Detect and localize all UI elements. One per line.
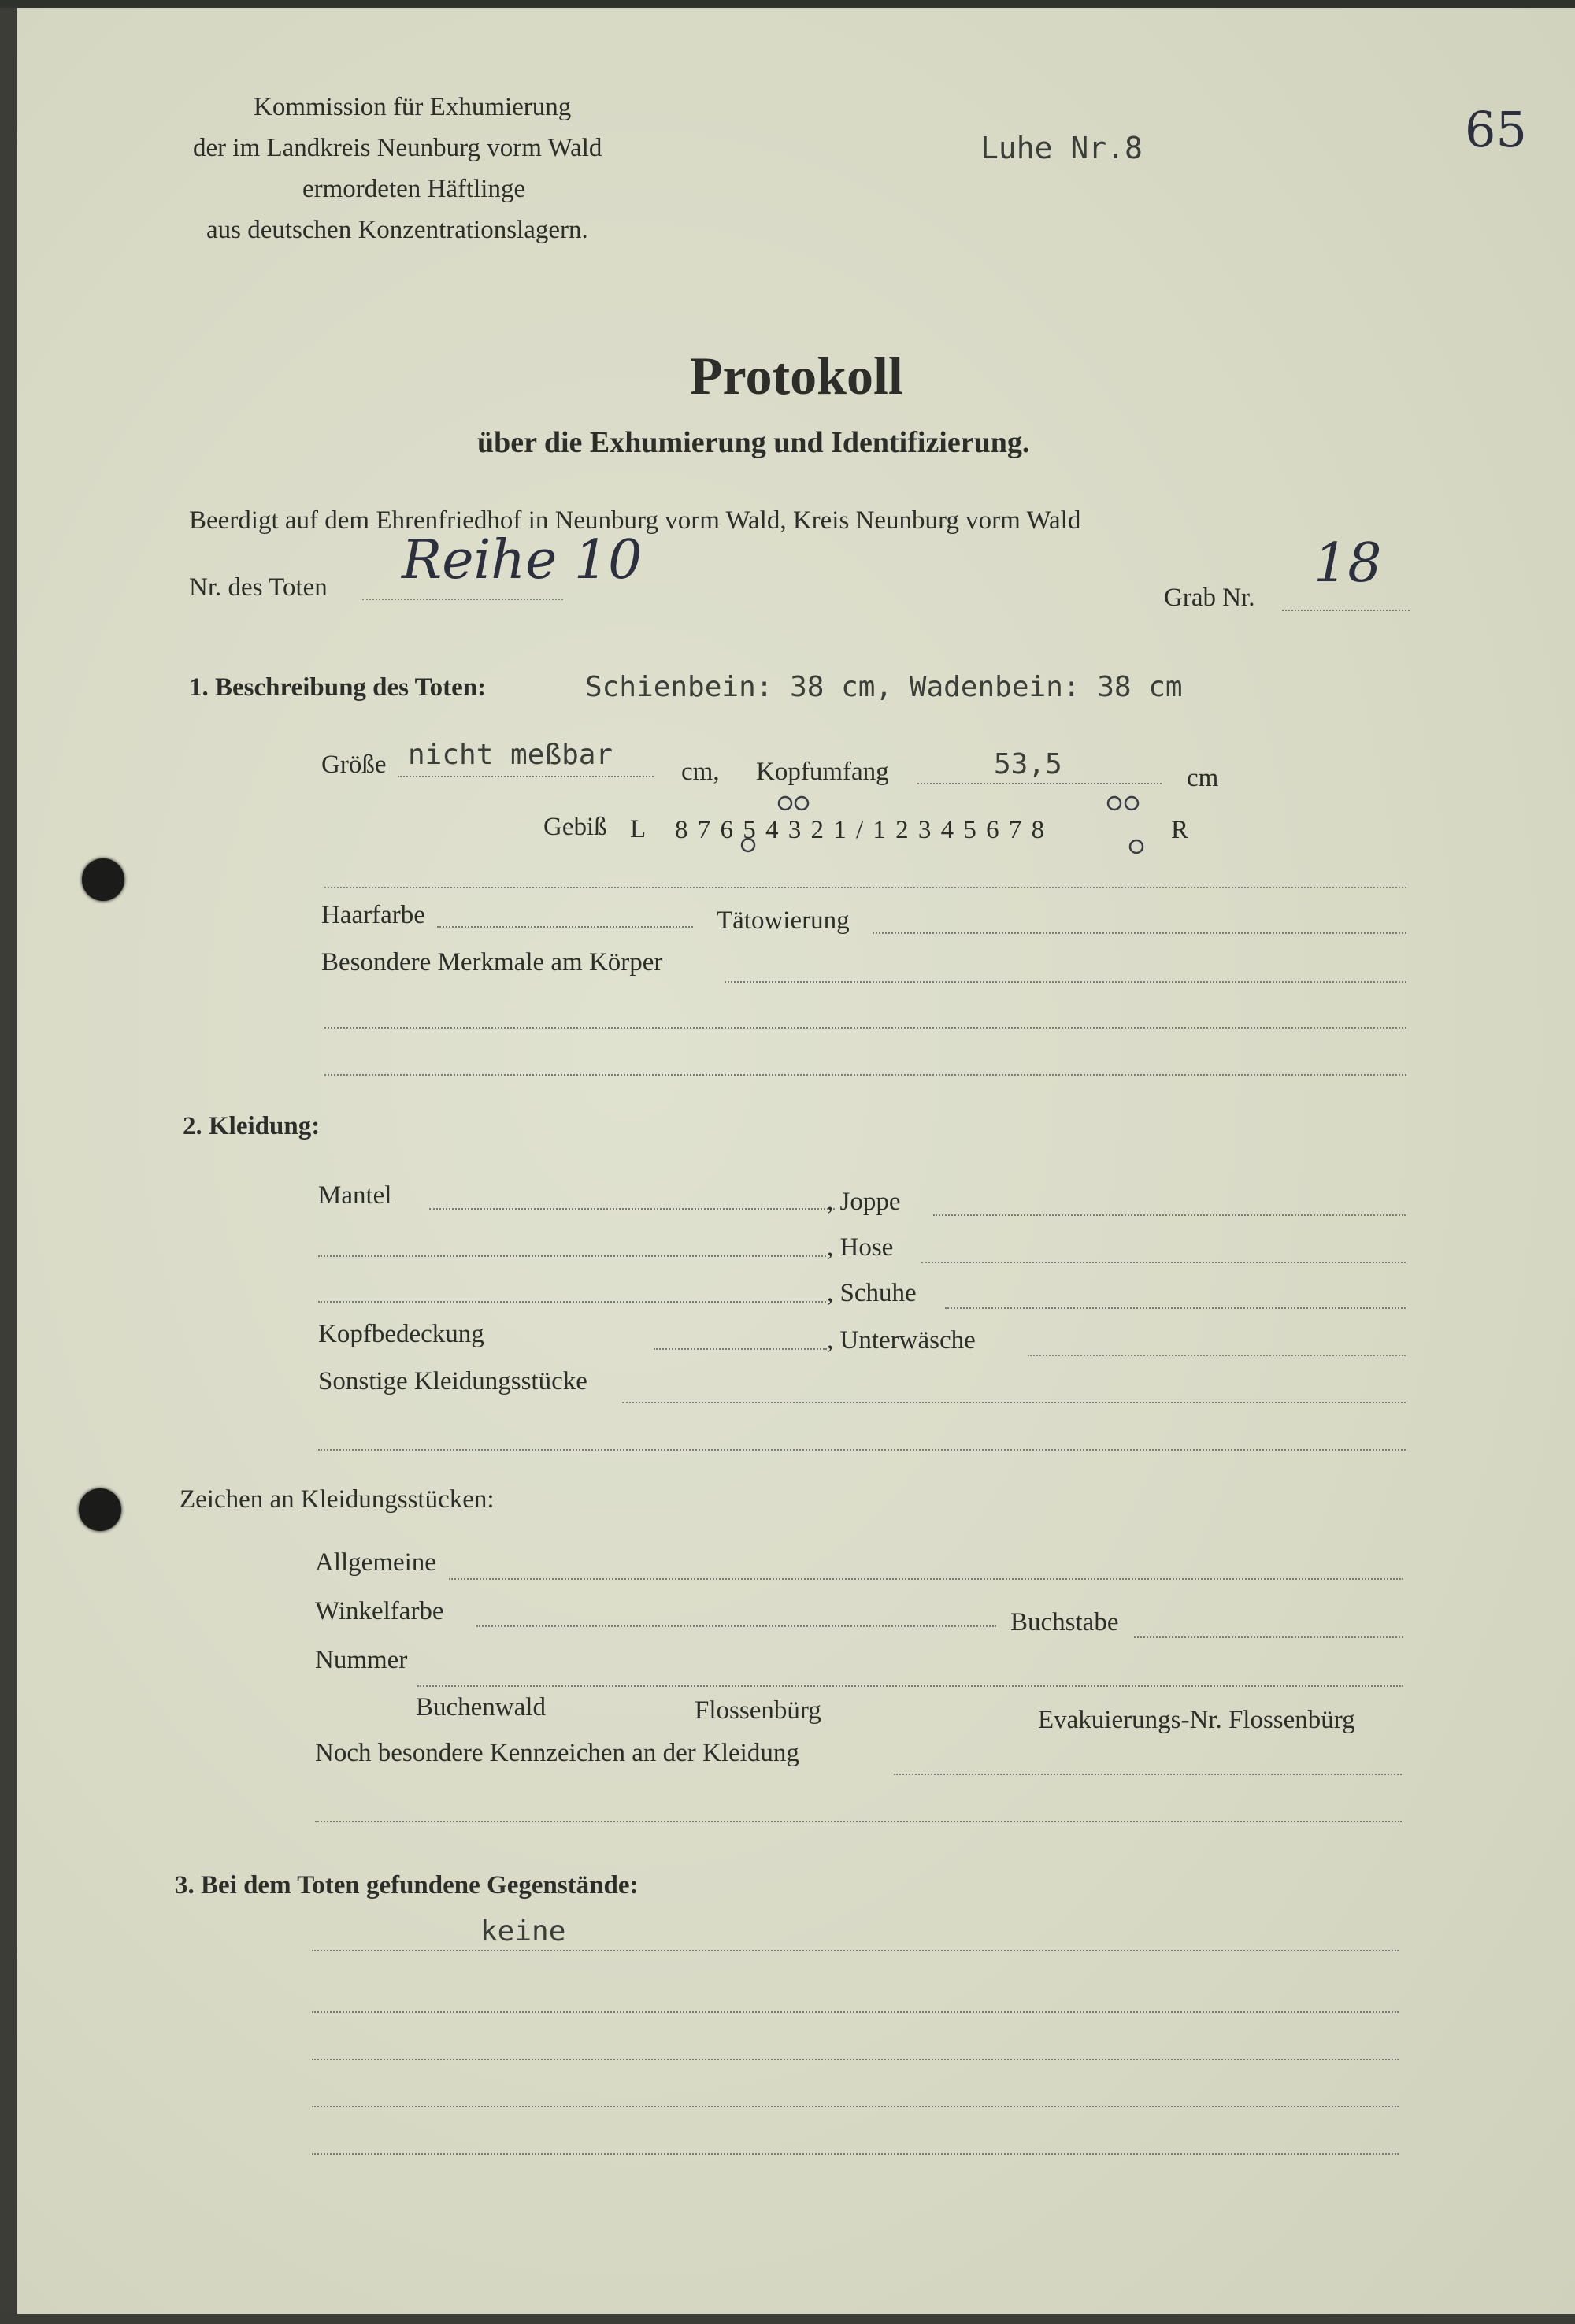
page-number: 65 [1465,101,1527,158]
schuhe-label: , Schuhe [827,1279,917,1307]
gegenstaende-line-3 [312,2059,1399,2060]
page-title: Protokoll [690,346,903,406]
noch-label: Noch besondere Kennzeichen an der Kleidung [315,1739,799,1767]
buchstabe-line [1134,1636,1403,1638]
nummer-label: Nummer [315,1646,408,1674]
allgemeine-label: Allgemeine [315,1548,436,1577]
hose-left-line [318,1255,826,1257]
burial-text: Beerdigt auf dem Ehrenfriedhof in Neunburg vorm Wald, Kreis Neunburg vorm Wald [189,506,1081,535]
grab-value[interactable]: 18 [1314,532,1382,595]
nr-line [362,599,563,600]
mantel-label: Mantel [318,1181,392,1210]
gebiss-label: Gebiß [543,813,607,841]
kopfbedeckung-line [654,1348,827,1350]
mantel-line [429,1208,835,1210]
hose-label: , Hose [827,1233,894,1262]
groesse-line [398,776,654,777]
unterwaesche-label: , Unterwäsche [827,1326,976,1355]
haarfarbe-label: Haarfarbe [321,901,425,929]
punch-hole-upper [82,858,124,901]
section1-heading: 1. Beschreibung des Toten: [189,673,487,702]
nr-label: Nr. des Toten [189,573,328,602]
taetowierung-line [873,932,1406,934]
joppe-label: , Joppe [827,1188,901,1216]
noch-line-2 [315,1821,1402,1822]
grab-line [1282,610,1410,611]
zeichen-heading: Zeichen an Kleidungsstücken: [180,1485,495,1514]
nr-value[interactable]: Reihe 10 [402,529,643,591]
kopfumfang-label: Kopfumfang [756,758,889,786]
grab-label: Grab Nr. [1164,584,1255,612]
stamp-luhe: Luhe Nr.8 [980,131,1143,165]
joppe-line [933,1214,1406,1216]
sonstige-line-2 [318,1449,1406,1451]
sonstige-line-1 [622,1402,1406,1403]
scan-edge-bottom [0,2314,1575,2324]
gegenstaende-line-5 [312,2153,1399,2155]
kopfbedeckung-label: Kopfbedeckung [318,1320,484,1348]
groesse-value[interactable]: nicht meßbar [408,739,613,771]
page-subtitle: über die Exhumierung und Identifizierung. [477,426,1030,459]
scan-edge-top [0,0,1575,8]
kopfumfang-line [917,783,1162,784]
merkmale-line-3 [324,1074,1406,1076]
gegenstaende-line-1 [312,1950,1399,1951]
cm-label-2: cm [1187,764,1219,792]
hose-line [921,1262,1406,1263]
winkelfarbe-label: Winkelfarbe [315,1597,444,1625]
taetowierung-label: Tätowierung [717,906,850,935]
nummer-line [417,1685,1403,1687]
schuhe-left-line [318,1301,826,1303]
scan-edge-left [0,0,17,2324]
groesse-label: Größe [321,751,387,779]
winkelfarbe-line [476,1625,996,1627]
schuhe-line [945,1307,1406,1309]
commission-line-1: Kommission für Exhumierung [254,93,572,121]
unterwaesche-line [1028,1355,1406,1356]
section3-heading: 3. Bei dem Toten gefundene Gegenstände: [175,1871,639,1900]
gegenstaende-line-2 [312,2011,1399,2013]
gebiss-left: L [630,815,647,843]
gegenstaende-line-4 [312,2106,1399,2107]
gebiss-line [324,887,1406,888]
cm-label-1: cm, [681,758,720,786]
buchenwald-label: Buchenwald [416,1693,546,1722]
tooth-marks [693,791,1181,886]
merkmale-line-2 [324,1027,1406,1029]
gebiss-right: R [1171,816,1189,844]
commission-line-4: aus deutschen Konzentrationslagern. [206,216,588,244]
buchstabe-label: Buchstabe [1010,1608,1119,1636]
sonstige-label: Sonstige Kleidungsstücke [318,1367,587,1396]
flossenbuerg-label: Flossenbürg [695,1696,821,1725]
section1-description[interactable]: Schienbein: 38 cm, Wadenbein: 38 cm [585,671,1183,703]
punch-hole-lower [79,1488,121,1531]
haarfarbe-line [437,926,693,928]
noch-line-1 [894,1774,1402,1775]
allgemeine-line [449,1578,1403,1580]
merkmale-label: Besondere Merkmale am Körper [321,948,663,977]
commission-line-2: der im Landkreis Neunburg vorm Wald [193,134,602,162]
kopfumfang-value[interactable]: 53,5 [994,748,1062,780]
gebiss-teeth: 8 7 6 5 4 3 2 1 / 1 2 3 4 5 6 7 8 [675,816,1047,844]
merkmale-line-1 [724,981,1406,983]
section3-value[interactable]: keine [480,1915,566,1948]
commission-line-3: ermordeten Häftlinge [302,175,526,203]
evakuierungs-label: Evakuierungs-Nr. Flossenbürg [1038,1706,1355,1734]
section2-heading: 2. Kleidung: [183,1112,321,1140]
